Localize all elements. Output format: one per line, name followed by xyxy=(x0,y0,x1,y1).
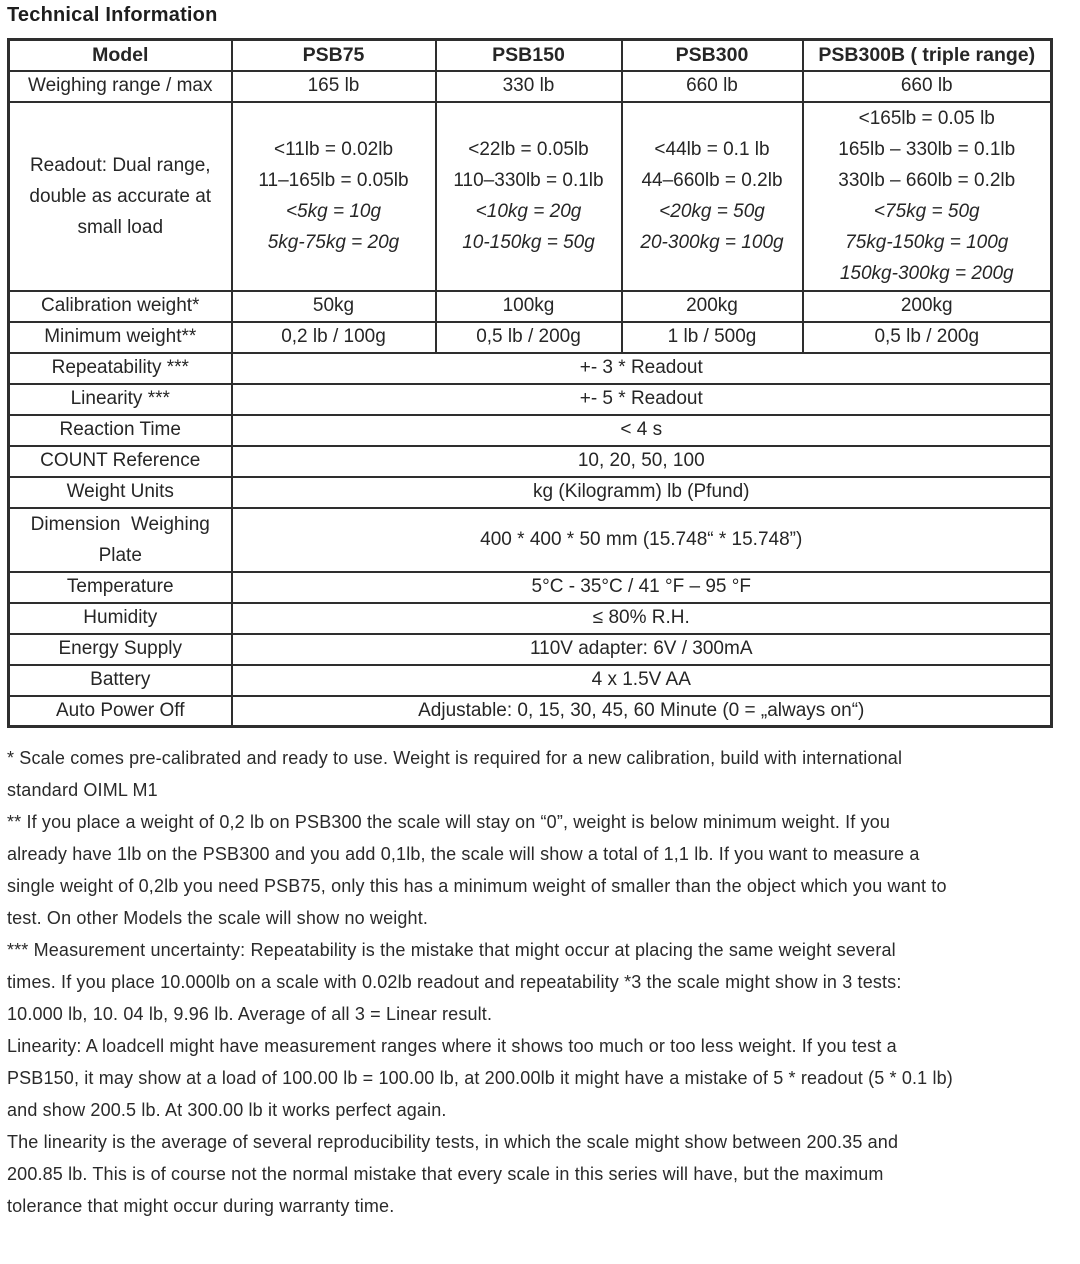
readout-psb300b xyxy=(803,102,1052,291)
count-reference-label: COUNT Reference xyxy=(9,446,232,477)
readout-psb300 xyxy=(622,102,803,291)
dimension-plate-value: 400 * 400 * 50 mm (15.748“ * 15.748”) xyxy=(232,508,1052,572)
temperature-value: 5°C - 35°C / 41 °F – 95 °F xyxy=(232,572,1052,603)
readout-label-line: small load xyxy=(77,216,164,238)
header-model-label: Model xyxy=(9,40,232,71)
count-reference-value: 10, 20, 50, 100 xyxy=(232,446,1052,477)
readout-kg-line: 150kg-300kg = 200g xyxy=(839,263,1014,284)
humidity-label: Humidity xyxy=(9,603,232,634)
footnote-line: Linearity: A loadcell might have measurement ranges where it shows too much or too less weight. If you test a xyxy=(7,1036,897,1056)
readout-kg-line: <75kg = 50g xyxy=(873,201,980,222)
reaction-time-label: Reaction Time xyxy=(9,415,232,446)
readout-label xyxy=(9,102,232,291)
footnote-line: PSB150, it may show at a load of 100.00 lb = 100.00 lb, at 200.00lb it might have a mistake of 5 * readout (5 * 0.1 lb) xyxy=(7,1068,953,1088)
minimum-psb300: 1 lb / 500g xyxy=(622,322,803,353)
footnote-linearity-average xyxy=(7,1126,1073,1222)
linearity-row xyxy=(9,384,1052,415)
energy-supply-label: Energy Supply xyxy=(9,634,232,665)
readout-kg-line: 5kg-75kg = 20g xyxy=(267,232,400,253)
header-psb150: PSB150 xyxy=(436,40,622,71)
weight-units-row xyxy=(9,477,1052,508)
dimension-label-line: Plate xyxy=(98,544,142,566)
readout-kg-line: 20-300kg = 100g xyxy=(640,232,784,253)
footnote-line: 200.85 lb. This is of course not the normal mistake that every scale in this series will have, but the maximum xyxy=(7,1164,884,1184)
battery-label: Battery xyxy=(9,665,232,696)
readout-psb75 xyxy=(232,102,436,291)
calibration-psb150: 100kg xyxy=(436,291,622,322)
battery-value: 4 x 1.5V AA xyxy=(232,665,1052,696)
weighing-range-row xyxy=(9,71,1052,102)
readout-kg-line: <10kg = 20g xyxy=(475,201,582,222)
readout-kg-line: 10-150kg = 50g xyxy=(462,232,595,253)
footnote-line: standard OIML M1 xyxy=(7,780,158,800)
readout-lb-line: 165lb – 330lb = 0.1lb xyxy=(838,139,1016,160)
readout-kg-line: <5kg = 10g xyxy=(285,201,382,222)
footnote-minimum-weight xyxy=(7,806,1073,934)
readout-psb150 xyxy=(436,102,622,291)
footnote-calibration xyxy=(7,742,1073,806)
readout-lb-line: <11lb = 0.02lb xyxy=(273,139,394,160)
weight-units-value: kg (Kilogramm) lb (Pfund) xyxy=(232,477,1052,508)
footnote-line: times. If you place 10.000lb on a scale with 0.02lb readout and repeatability *3 the scale might show in 3 tests: xyxy=(7,972,902,992)
minimum-psb150: 0,5 lb / 200g xyxy=(436,322,622,353)
readout-lb-line: <165lb = 0.05 lb xyxy=(858,108,995,129)
footnote-line: tolerance that might occur during warranty time. xyxy=(7,1196,395,1216)
footnote-line: *** Measurement uncertainty: Repeatability is the mistake that might occur at placing the same weight several xyxy=(7,940,896,960)
footnote-line: ** If you place a weight of 0,2 lb on PSB300 the scale will stay on “0”, weight is below minimum weight. If you xyxy=(7,812,891,832)
minimum-weight-label: Minimum weight** xyxy=(9,322,232,353)
page-title: Technical Information xyxy=(7,4,218,26)
readout-row xyxy=(9,102,1052,291)
repeatability-label: Repeatability *** xyxy=(9,353,232,384)
footnote-line: single weight of 0,2lb you need PSB75, only this has a minimum weight of smaller than the object which you want to xyxy=(7,876,947,896)
linearity-label: Linearity *** xyxy=(9,384,232,415)
readout-label-line: Readout: Dual range, xyxy=(29,154,211,176)
readout-lb-line: <44lb = 0.1 lb xyxy=(654,139,770,160)
humidity-value: ≤ 80% R.H. xyxy=(232,603,1052,634)
readout-lb-line: 44–660lb = 0.2lb xyxy=(641,170,783,191)
footnote-line: 10.000 lb, 10. 04 lb, 9.96 lb. Average of all 3 = Linear result. xyxy=(7,1004,493,1024)
readout-label-line: double as accurate at xyxy=(29,185,212,207)
repeatability-row xyxy=(9,353,1052,384)
footnote-line: and show 200.5 lb. At 300.00 lb it works perfect again. xyxy=(7,1100,447,1120)
readout-lb-line: 330lb – 660lb = 0.2lb xyxy=(838,170,1016,191)
footnote-linearity xyxy=(7,1030,1073,1126)
reaction-time-row xyxy=(9,415,1052,446)
dimension-plate-row xyxy=(9,508,1052,572)
auto-power-off-row xyxy=(9,696,1052,727)
temperature-row xyxy=(9,572,1052,603)
weighing-range-psb75: 165 lb xyxy=(232,71,436,102)
weighing-range-label: Weighing range / max xyxy=(9,71,232,102)
readout-lb-line: 11–165lb = 0.05lb xyxy=(258,170,409,191)
minimum-psb300b: 0,5 lb / 200g xyxy=(803,322,1052,353)
auto-power-off-value: Adjustable: 0, 15, 30, 45, 60 Minute (0 = „always on“) xyxy=(232,696,1052,727)
calibration-psb300: 200kg xyxy=(622,291,803,322)
energy-supply-row xyxy=(9,634,1052,665)
reaction-time-value: < 4 s xyxy=(232,415,1052,446)
readout-lb-line: 110–330lb = 0.1lb xyxy=(453,170,604,191)
weighing-range-psb300b: 660 lb xyxy=(803,71,1052,102)
header-psb75: PSB75 xyxy=(232,40,436,71)
weighing-range-psb150: 330 lb xyxy=(436,71,622,102)
repeatability-value: +- 3 * Readout xyxy=(232,353,1052,384)
linearity-value: +- 5 * Readout xyxy=(232,384,1052,415)
readout-kg-line: <20kg = 50g xyxy=(659,201,765,222)
weighing-range-psb300: 660 lb xyxy=(622,71,803,102)
calibration-weight-label: Calibration weight* xyxy=(9,291,232,322)
weight-units-label: Weight Units xyxy=(9,477,232,508)
calibration-psb75: 50kg xyxy=(232,291,436,322)
energy-supply-value: 110V adapter: 6V / 300mA xyxy=(232,634,1052,665)
header-psb300b: PSB300B ( triple range) xyxy=(803,40,1052,71)
footnote-measurement-uncertainty xyxy=(7,934,1073,1030)
footnote-line: already have 1lb on the PSB300 and you add 0,1lb, the scale will show a total of 1,1 lb. If you want to measure a xyxy=(7,844,920,864)
footnote-line: The linearity is the average of several reproducibility tests, in which the scale might show between 200.35 and xyxy=(7,1132,899,1152)
minimum-psb75: 0,2 lb / 100g xyxy=(232,322,436,353)
footnote-line: test. On other Models the scale will show no weight. xyxy=(7,908,428,928)
count-reference-row xyxy=(9,446,1052,477)
footnotes-section xyxy=(7,742,1073,1222)
minimum-weight-row xyxy=(9,322,1052,353)
humidity-row xyxy=(9,603,1052,634)
calibration-weight-row xyxy=(9,291,1052,322)
header-psb300: PSB300 xyxy=(622,40,803,71)
footnote-line: * Scale comes pre-calibrated and ready to use. Weight is required for a new calibration, build with international xyxy=(7,748,903,768)
dimension-label-line: Dimension Weighing xyxy=(30,513,210,535)
readout-lb-line: <22lb = 0.05lb xyxy=(468,139,589,160)
readout-kg-line: 75kg-150kg = 100g xyxy=(845,232,1009,253)
auto-power-off-label: Auto Power Off xyxy=(9,696,232,727)
calibration-psb300b: 200kg xyxy=(803,291,1052,322)
dimension-plate-label xyxy=(9,508,232,572)
temperature-label: Temperature xyxy=(9,572,232,603)
header-row xyxy=(9,40,1052,71)
technical-spec-table xyxy=(7,38,1053,728)
battery-row xyxy=(9,665,1052,696)
